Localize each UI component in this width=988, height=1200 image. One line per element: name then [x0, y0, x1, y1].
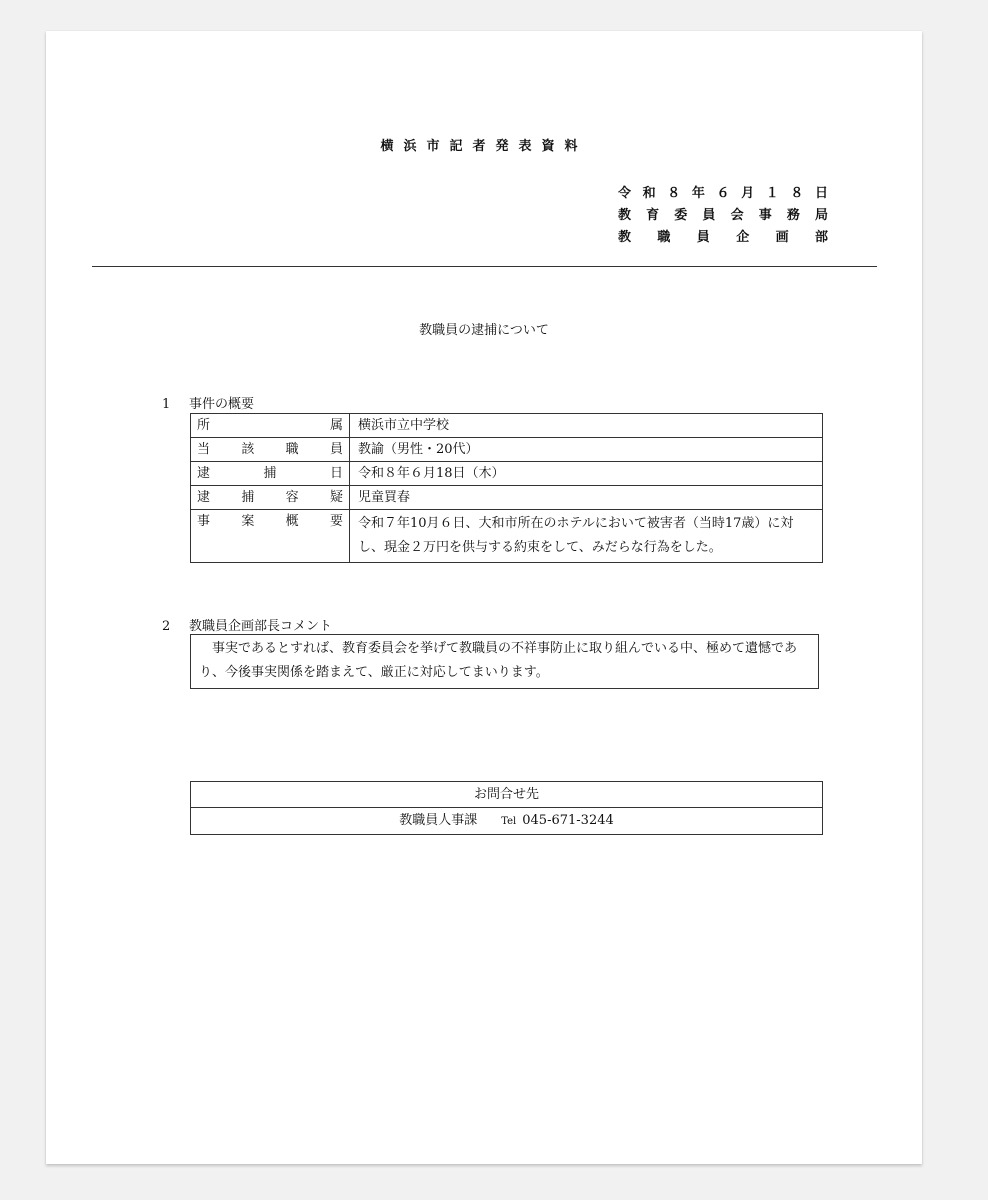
section-2-title: 教職員企画部長コメント — [189, 619, 333, 634]
document-subject: 教職員の逮捕について — [419, 323, 549, 338]
tel-label: Tel — [501, 816, 517, 827]
row-value-employee: 教諭（男性・20代） — [350, 438, 823, 462]
contact-division: 教職員人事課 — [399, 813, 478, 828]
table-row — [191, 462, 823, 486]
section-2-number: 2 — [162, 619, 171, 634]
row-value-charge: 児童買春 — [350, 486, 823, 510]
row-label-case-summary: 事案概要 — [191, 510, 350, 563]
section-1-title: 事件の概要 — [189, 397, 255, 412]
row-value-case-summary: 令和７年10月６日、大和市所在のホテルにおいて被害者（当時17歳）に対し、現金２万円を供与する約束をして、みだらな行為をした。 — [350, 510, 823, 563]
incident-summary-table — [190, 413, 823, 563]
director-comment: 事実であるとすれば、教育委員会を挙げて教職員の不祥事防止に取り組んでいる中、極めて遺憾であり、今後事実関係を踏まえて、厳正に対応してまいります。 — [190, 634, 819, 689]
row-value-affiliation: 横浜市立中学校 — [350, 414, 823, 438]
issue-date: 令和８年６月１８日 — [618, 186, 828, 201]
row-label-employee: 当該職員 — [191, 438, 350, 462]
table-row — [191, 486, 823, 510]
row-value-arrest-date: 令和８年６月18日（木） — [350, 462, 823, 486]
contact-table — [190, 781, 823, 835]
table-row — [191, 782, 823, 808]
row-label-arrest-date: 逮捕日 — [191, 462, 350, 486]
issuer-department: 教職員企画部 — [618, 230, 828, 245]
row-label-affiliation: 所属 — [191, 414, 350, 438]
contact-heading: お問合せ先 — [191, 782, 823, 808]
contact-phone: 045-671-3244 — [522, 813, 614, 828]
section-2-heading — [162, 615, 332, 634]
row-label-charge: 逮捕容疑 — [191, 486, 350, 510]
issuer-block — [618, 183, 828, 249]
header-divider — [92, 266, 877, 267]
table-row — [191, 438, 823, 462]
document-title: 横浜市記者発表資料 — [380, 139, 588, 154]
section-1-number: 1 — [162, 397, 171, 412]
document-page — [46, 31, 922, 1164]
section-1-heading — [162, 393, 254, 412]
contact-details — [191, 808, 823, 835]
issuer-bureau: 教育委員会事務局 — [618, 208, 828, 223]
table-row — [191, 510, 823, 563]
table-row — [191, 808, 823, 835]
table-row — [191, 414, 823, 438]
